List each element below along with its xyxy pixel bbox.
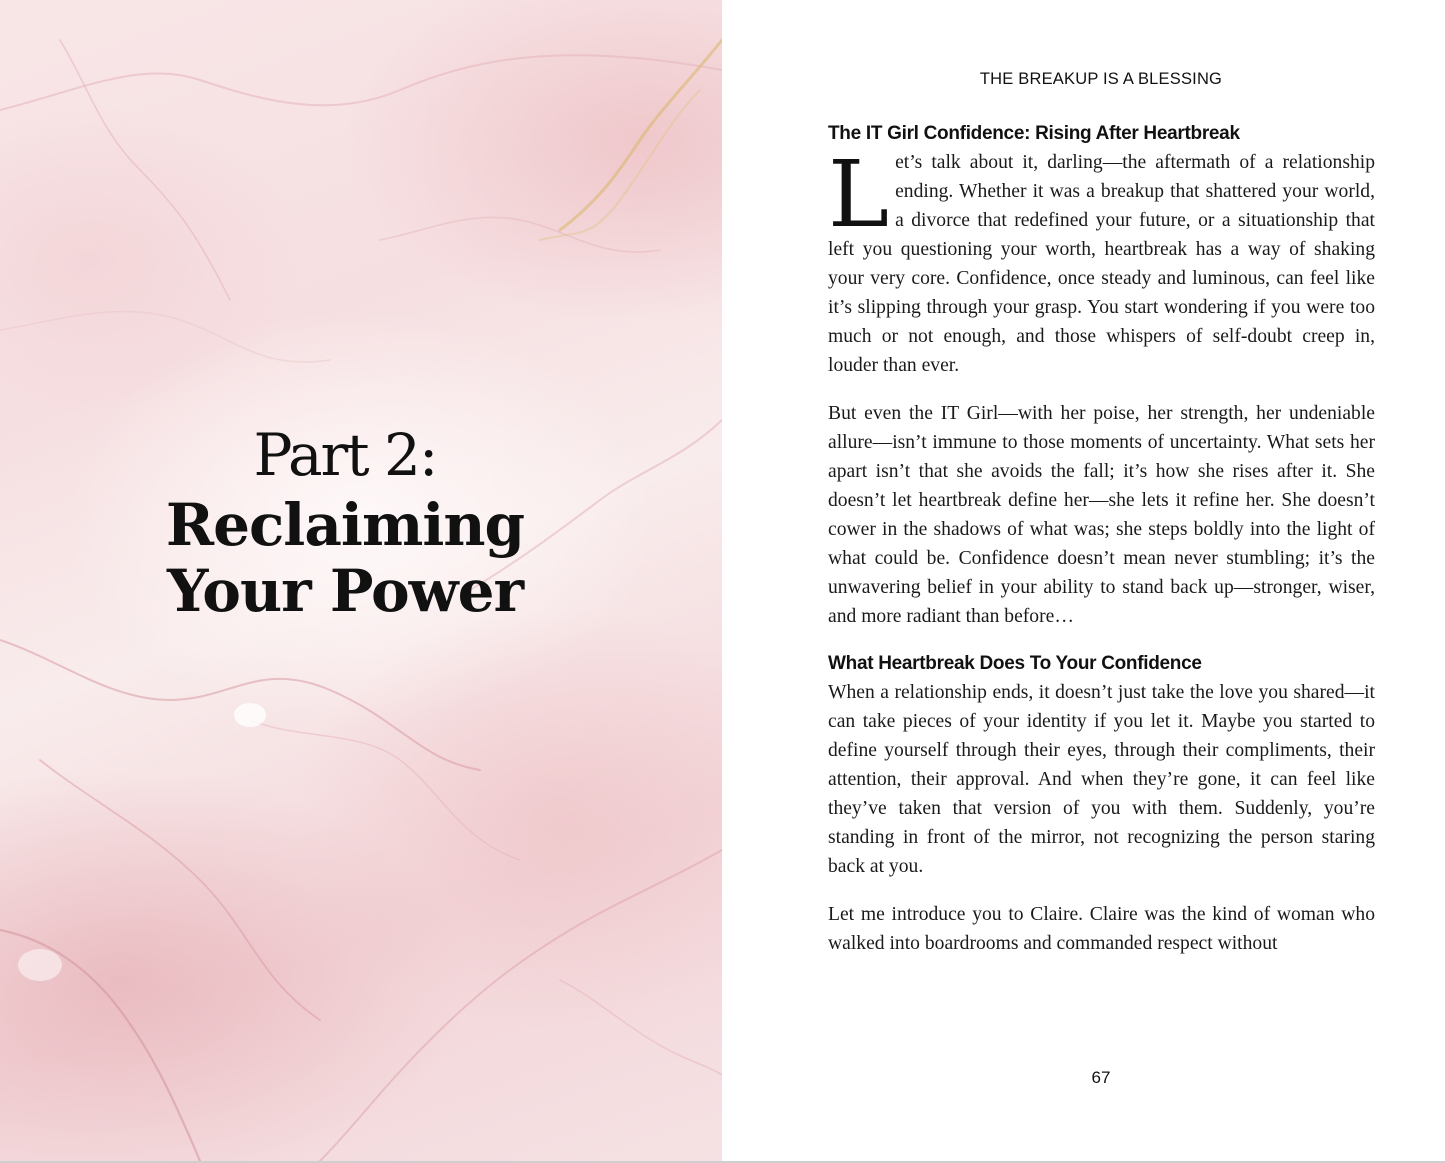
right-page bbox=[722, 0, 1445, 1161]
paragraph-claire: Let me introduce you to Claire. Claire was the kind of woman who walked into boardrooms and commanded respect without bbox=[828, 904, 1375, 954]
section-heading-heartbreak-confidence: What Heartbreak Does To Your Confidence bbox=[828, 653, 1202, 674]
paragraph-it-girl: But even the IT Girl—with her poise, her strength, her undeniable allure—isn’t immune to those moments of uncertainty. What sets her apart isn’t that she avoids the fall; it’s how she rises after it. She doesn’t let heartbreak define her—she lets it refine her. She doesn’t cower in the shadows of what was; she steps boldly into the light of what could be. Confidence doesn’t mean never stumbling; it’s the unwavering belief in your ability to stand back up—stronger, wiser, and more radiant than before… bbox=[828, 403, 1375, 627]
section-heading-it-girl-confidence: The IT Girl Confidence: Rising After Heartbreak bbox=[828, 123, 1240, 144]
paragraph-relationship-ends: When a relationship ends, it doesn’t just take the love you shared—it can take pieces of your identity if you let it. Maybe you started to define yourself through their eyes, through their compliments, their attention, their approval. And when they’re gone, it can feel like they’ve taken that version of you with them. Suddenly, you’re standing in front of the mirror, not recognizing the person staring back at you. bbox=[828, 682, 1375, 877]
drop-cap: L bbox=[828, 141, 890, 248]
part-number: Part 2: bbox=[253, 421, 437, 489]
part-title bbox=[60, 418, 630, 624]
page-number: 67 bbox=[1091, 1068, 1111, 1087]
left-page-marble bbox=[0, 0, 722, 1161]
part-name-line2: Your Power bbox=[166, 557, 524, 625]
paragraph-opening bbox=[828, 141, 1375, 380]
page-content bbox=[828, 120, 1375, 977]
paragraph-opening-text: et’s talk about it, darling—the aftermath of a relationship ending. Whether it was a breakup that shattered your world, a divorce that redefined your future, or a situationship that left you questioning your worth, heartbreak has a way of shaking your very core. Confidence, once steady and luminous, can feel like it’s slipping through your grasp. You start wondering if you were too much or not enough, and those whispers of self-doubt creep in, louder than ever. bbox=[828, 152, 1375, 376]
part-name-line1: Reclaiming bbox=[165, 491, 525, 559]
running-head: THE BREAKUP IS A BLESSING bbox=[979, 70, 1223, 88]
